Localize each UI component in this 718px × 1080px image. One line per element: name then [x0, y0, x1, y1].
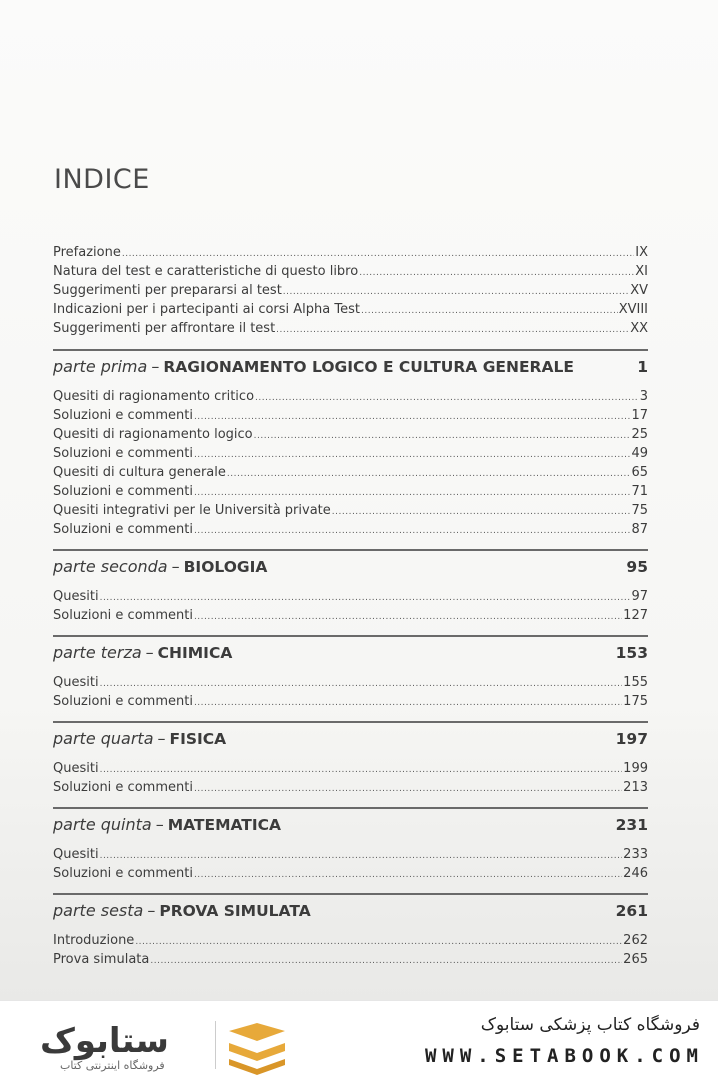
dot-leader [227, 465, 631, 484]
part-section [53, 349, 648, 539]
part-name: MATEMATICA [167, 816, 282, 834]
toc-entry [53, 845, 648, 864]
toc-entry [53, 778, 648, 797]
part-dash: – [157, 729, 166, 748]
parts-list [53, 347, 648, 979]
part-section [53, 807, 648, 883]
store-url[interactable]: WWW.SETABOOK.COM [424, 1045, 704, 1067]
entry-page-number: 199 [623, 761, 648, 776]
dot-leader [150, 952, 622, 971]
dot-leader [194, 408, 631, 427]
toc-entry [53, 406, 648, 425]
logo-text: ستابوک [40, 1021, 169, 1061]
entry-page-number: XX [630, 321, 648, 336]
toc-entry [53, 387, 648, 406]
logo-subtitle: فروشگاه اینترنتی کتاب [60, 1059, 165, 1072]
toc-entry [53, 300, 648, 319]
toc-entry [53, 319, 648, 338]
dot-leader [359, 264, 634, 283]
toc-entry [53, 864, 648, 883]
toc-entry [53, 692, 648, 711]
part-divider [53, 635, 648, 637]
part-page-number: 197 [615, 730, 648, 748]
part-divider [53, 721, 648, 723]
part-section [53, 549, 648, 625]
entry-label: Soluzioni e commenti [53, 484, 193, 499]
toc-entry [53, 463, 648, 482]
entry-label: Indicazioni per i partecipanti ai corsi Alpha Test [53, 302, 360, 317]
part-heading [53, 357, 648, 383]
entry-label: Introduzione [53, 933, 135, 948]
part-name: BIOLOGIA [183, 558, 268, 576]
dot-leader [276, 321, 629, 340]
part-dash: – [147, 901, 156, 920]
entry-page-number: 49 [631, 446, 648, 461]
part-heading [53, 729, 648, 755]
store-footer [0, 1000, 718, 1080]
toc-entry [53, 444, 648, 463]
part-divider [53, 549, 648, 551]
entry-label: Soluzioni e commenti [53, 408, 193, 423]
dot-leader [135, 933, 622, 952]
entry-label: Natura del test e caratteristiche di questo libro [53, 264, 359, 279]
entry-label: Quesiti di cultura generale [53, 465, 226, 480]
logo-divider [215, 1021, 216, 1069]
entry-label: Soluzioni e commenti [53, 694, 193, 709]
part-prefix: parte prima [53, 357, 148, 376]
store-name: فروشگاه کتاب پزشکی ستابوک [480, 1015, 700, 1035]
entry-page-number: 246 [623, 866, 648, 881]
entry-label: Quesiti [53, 761, 99, 776]
entry-label: Suggerimenti per affrontare il test [53, 321, 276, 336]
part-title [53, 729, 226, 748]
part-page-number: 231 [615, 816, 648, 834]
part-heading [53, 815, 648, 841]
part-page-number: 153 [615, 644, 648, 662]
book-stack-icon [225, 1021, 289, 1077]
part-prefix: parte sesta [53, 901, 144, 920]
part-heading [53, 643, 648, 669]
part-page-number: 95 [626, 558, 648, 576]
entry-page-number: 65 [631, 465, 648, 480]
dot-leader [255, 389, 639, 408]
entry-label: Soluzioni e commenti [53, 866, 193, 881]
store-logo[interactable] [20, 1015, 280, 1071]
part-title [53, 901, 311, 920]
toc-entry [53, 673, 648, 692]
dot-leader [254, 427, 631, 446]
dot-leader [332, 503, 631, 522]
part-title [53, 815, 281, 834]
entry-page-number: XV [630, 283, 648, 298]
part-title [53, 643, 232, 662]
entry-page-number: 233 [623, 847, 648, 862]
dot-leader [361, 302, 618, 321]
toc-entry [53, 482, 648, 501]
part-name: PROVA SIMULATA [159, 902, 311, 920]
entry-label: Quesiti [53, 847, 99, 862]
entry-page-number: 75 [631, 503, 648, 518]
toc-entry [53, 520, 648, 539]
part-dash: – [155, 815, 164, 834]
entry-label: Quesiti [53, 589, 99, 604]
entry-label: Prova simulata [53, 952, 150, 967]
entry-label: Soluzioni e commenti [53, 522, 193, 537]
toc-entry [53, 950, 648, 969]
dot-leader [194, 608, 622, 627]
part-name: RAGIONAMENTO LOGICO E CULTURA GENERALE [163, 358, 574, 376]
entry-page-number: 87 [631, 522, 648, 537]
toc-entry [53, 281, 648, 300]
dot-leader [194, 446, 631, 465]
intro-list [53, 243, 648, 338]
part-section [53, 721, 648, 797]
entry-label: Suggerimenti per prepararsi al test [53, 283, 282, 298]
toc-entry [53, 606, 648, 625]
entry-page-number: XI [635, 264, 648, 279]
part-divider [53, 349, 648, 351]
entry-page-number: 17 [631, 408, 648, 423]
part-section [53, 893, 648, 969]
toc-entry [53, 243, 648, 262]
toc-entry [53, 759, 648, 778]
part-name: FISICA [169, 730, 227, 748]
part-dash: – [151, 357, 160, 376]
entry-page-number: 155 [623, 675, 648, 690]
entry-page-number: 127 [623, 608, 648, 623]
entry-page-number: 25 [631, 427, 648, 442]
entry-page-number: 265 [623, 952, 648, 967]
dot-leader [194, 522, 631, 541]
part-prefix: parte quarta [53, 729, 154, 748]
entry-label: Prefazione [53, 245, 121, 260]
entry-page-number: 3 [639, 389, 648, 404]
part-prefix: parte quinta [53, 815, 152, 834]
entry-page-number: IX [635, 245, 648, 260]
toc-entry [53, 931, 648, 950]
toc-entry [53, 425, 648, 444]
part-name: CHIMICA [157, 644, 233, 662]
toc-entry [53, 587, 648, 606]
toc-entry [53, 262, 648, 281]
part-page-number: 261 [615, 902, 648, 920]
entry-label: Quesiti di ragionamento logico [53, 427, 253, 442]
dot-leader [194, 780, 622, 799]
entry-page-number: 71 [631, 484, 648, 499]
entry-page-number: 262 [623, 933, 648, 948]
part-prefix: parte terza [53, 643, 142, 662]
part-page-number: 1 [637, 358, 648, 376]
entry-page-number: 175 [623, 694, 648, 709]
part-prefix: parte seconda [53, 557, 168, 576]
entry-page-number: 97 [631, 589, 648, 604]
part-divider [53, 807, 648, 809]
entry-label: Quesiti [53, 675, 99, 690]
entry-page-number: 213 [623, 780, 648, 795]
part-title [53, 357, 574, 376]
part-section [53, 635, 648, 711]
entry-page-number: XVIII [618, 302, 648, 317]
part-heading [53, 557, 648, 583]
toc-entry [53, 501, 648, 520]
part-heading [53, 901, 648, 927]
part-dash: – [145, 643, 154, 662]
dot-leader [194, 694, 622, 713]
part-dash: – [171, 557, 180, 576]
entry-label: Soluzioni e commenti [53, 608, 193, 623]
dot-leader [194, 866, 622, 885]
page-title: INDICE [54, 164, 150, 195]
entry-label: Soluzioni e commenti [53, 446, 193, 461]
part-title [53, 557, 267, 576]
entry-label: Quesiti di ragionamento critico [53, 389, 255, 404]
entry-label: Soluzioni e commenti [53, 780, 193, 795]
part-divider [53, 893, 648, 895]
entry-label: Quesiti integrativi per le Università private [53, 503, 331, 518]
